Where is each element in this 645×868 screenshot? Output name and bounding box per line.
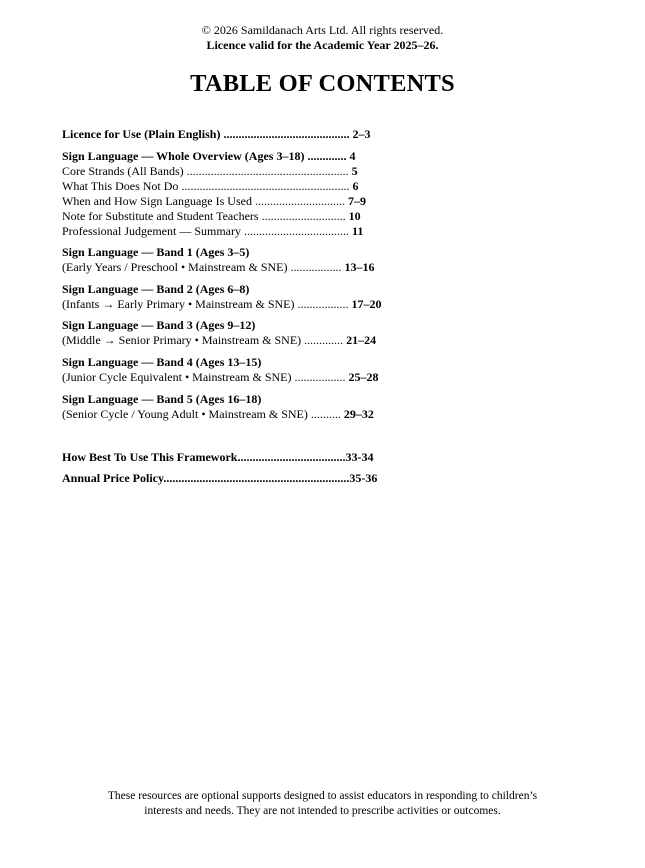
toc-page-number: 17–20 [351, 297, 382, 311]
toc-band-title: Sign Language — Band 5 (Ages 16–18) [62, 392, 262, 406]
licence-notice: Licence valid for the Academic Year 2025–26. [206, 38, 439, 52]
toc-entry-title: Sign Language — Whole Overview (Ages 3–18) [62, 149, 305, 163]
toc-band-subtitle: (Early Years / Preschool • Mainstream & SNE) [62, 260, 288, 274]
toc-entry-band-1[interactable] [62, 245, 375, 275]
toc-entry-title: Core Strands (All Bands) [62, 164, 184, 178]
toc-page-number: 10 [348, 209, 361, 223]
toc-entry-when-how[interactable] [62, 194, 366, 209]
toc-leader: ........................................................ [178, 179, 353, 193]
toc-entry-what-not[interactable] [62, 179, 358, 194]
toc-page-number: 7–9 [347, 194, 366, 208]
toc-entry-judgement[interactable] [62, 224, 363, 239]
toc-entry-core-strands[interactable] [62, 164, 358, 179]
toc-entry-title: Note for Substitute and Student Teachers [62, 209, 259, 223]
toc-leader: ................. [287, 260, 345, 274]
toc-entry-how-to-use[interactable] [62, 450, 373, 465]
toc-leader: ............. [301, 333, 347, 347]
toc-leader: .................................... [237, 450, 346, 464]
toc-entry-band-5[interactable] [62, 392, 374, 422]
toc-page-number: 29–32 [343, 407, 374, 421]
toc-band-subtitle: (Infants → Early Primary • Mainstream & SNE) [62, 297, 295, 311]
toc-leader: ................. [291, 370, 349, 384]
toc-page-number: 11 [351, 224, 364, 238]
toc-page-number: 25–28 [348, 370, 379, 384]
toc-page-number: 33-34 [345, 450, 374, 464]
toc-band-subtitle: (Senior Cycle / Young Adult • Mainstream & SNE) [62, 407, 308, 421]
toc-page-number: 2–3 [352, 127, 371, 141]
toc-leader: .............................................................. [163, 471, 350, 485]
toc-entry-title: What This Does Not Do [62, 179, 179, 193]
toc-page-number: 21–24 [346, 333, 377, 347]
toc-entry-substitute-note[interactable] [62, 209, 361, 224]
disclaimer-line-1: These resources are optional supports designed to assist educators in responding to children’s [107, 790, 538, 802]
page-title: TABLE OF CONTENTS [190, 70, 455, 97]
toc-leader: ............................ [258, 209, 349, 223]
toc-band-title: Sign Language — Band 2 (Ages 6–8) [62, 282, 250, 296]
toc-entry-band-2[interactable] [62, 282, 381, 312]
disclaimer-line-2: interests and needs. They are not intended to prescribe activities or outcomes. [144, 805, 501, 817]
copyright-header [0, 23, 645, 53]
toc-page-number: 13–16 [344, 260, 375, 274]
toc-leader: .............................. [251, 194, 348, 208]
copyright-notice: © 2026 Samildanach Arts Ltd. All rights reserved. [201, 23, 444, 37]
toc-entry-title: Annual Price Policy [62, 471, 164, 485]
toc-leader: .......... [307, 407, 344, 421]
toc-leader: ...................................................... [183, 164, 352, 178]
toc-entry-licence[interactable] [62, 127, 370, 142]
toc-entry-title: Licence for Use (Plain English) [62, 127, 221, 141]
toc-page-number: 5 [351, 164, 358, 178]
toc-entry-band-3[interactable] [62, 318, 376, 348]
toc-page-number: 4 [349, 149, 356, 163]
toc-entry-title: How Best To Use This Framework [62, 450, 238, 464]
toc-band-title: Sign Language — Band 4 (Ages 13–15) [62, 355, 262, 369]
toc-leader: ............. [304, 149, 350, 163]
toc-band-subtitle: (Junior Cycle Equivalent • Mainstream & SNE) [62, 370, 292, 384]
toc-leader: .......................................... [220, 127, 353, 141]
toc-entry-overview[interactable] [62, 149, 355, 164]
toc-leader: ................................... [240, 224, 352, 238]
toc-entry-band-4[interactable] [62, 355, 379, 385]
toc-leader: ................. [294, 297, 352, 311]
toc-page-number: 35-36 [349, 471, 378, 485]
toc-band-title: Sign Language — Band 3 (Ages 9–12) [62, 318, 256, 332]
disclaimer-footer [0, 789, 645, 819]
toc-page-number: 6 [352, 179, 359, 193]
toc-band-title: Sign Language — Band 1 (Ages 3–5) [62, 245, 250, 259]
toc-band-subtitle: (Middle → Senior Primary • Mainstream & SNE) [62, 333, 302, 347]
toc-entry-title: When and How Sign Language Is Used [62, 194, 252, 208]
toc-entry-title: Professional Judgement — Summary [62, 224, 241, 238]
toc-entry-price-policy[interactable] [62, 471, 377, 486]
